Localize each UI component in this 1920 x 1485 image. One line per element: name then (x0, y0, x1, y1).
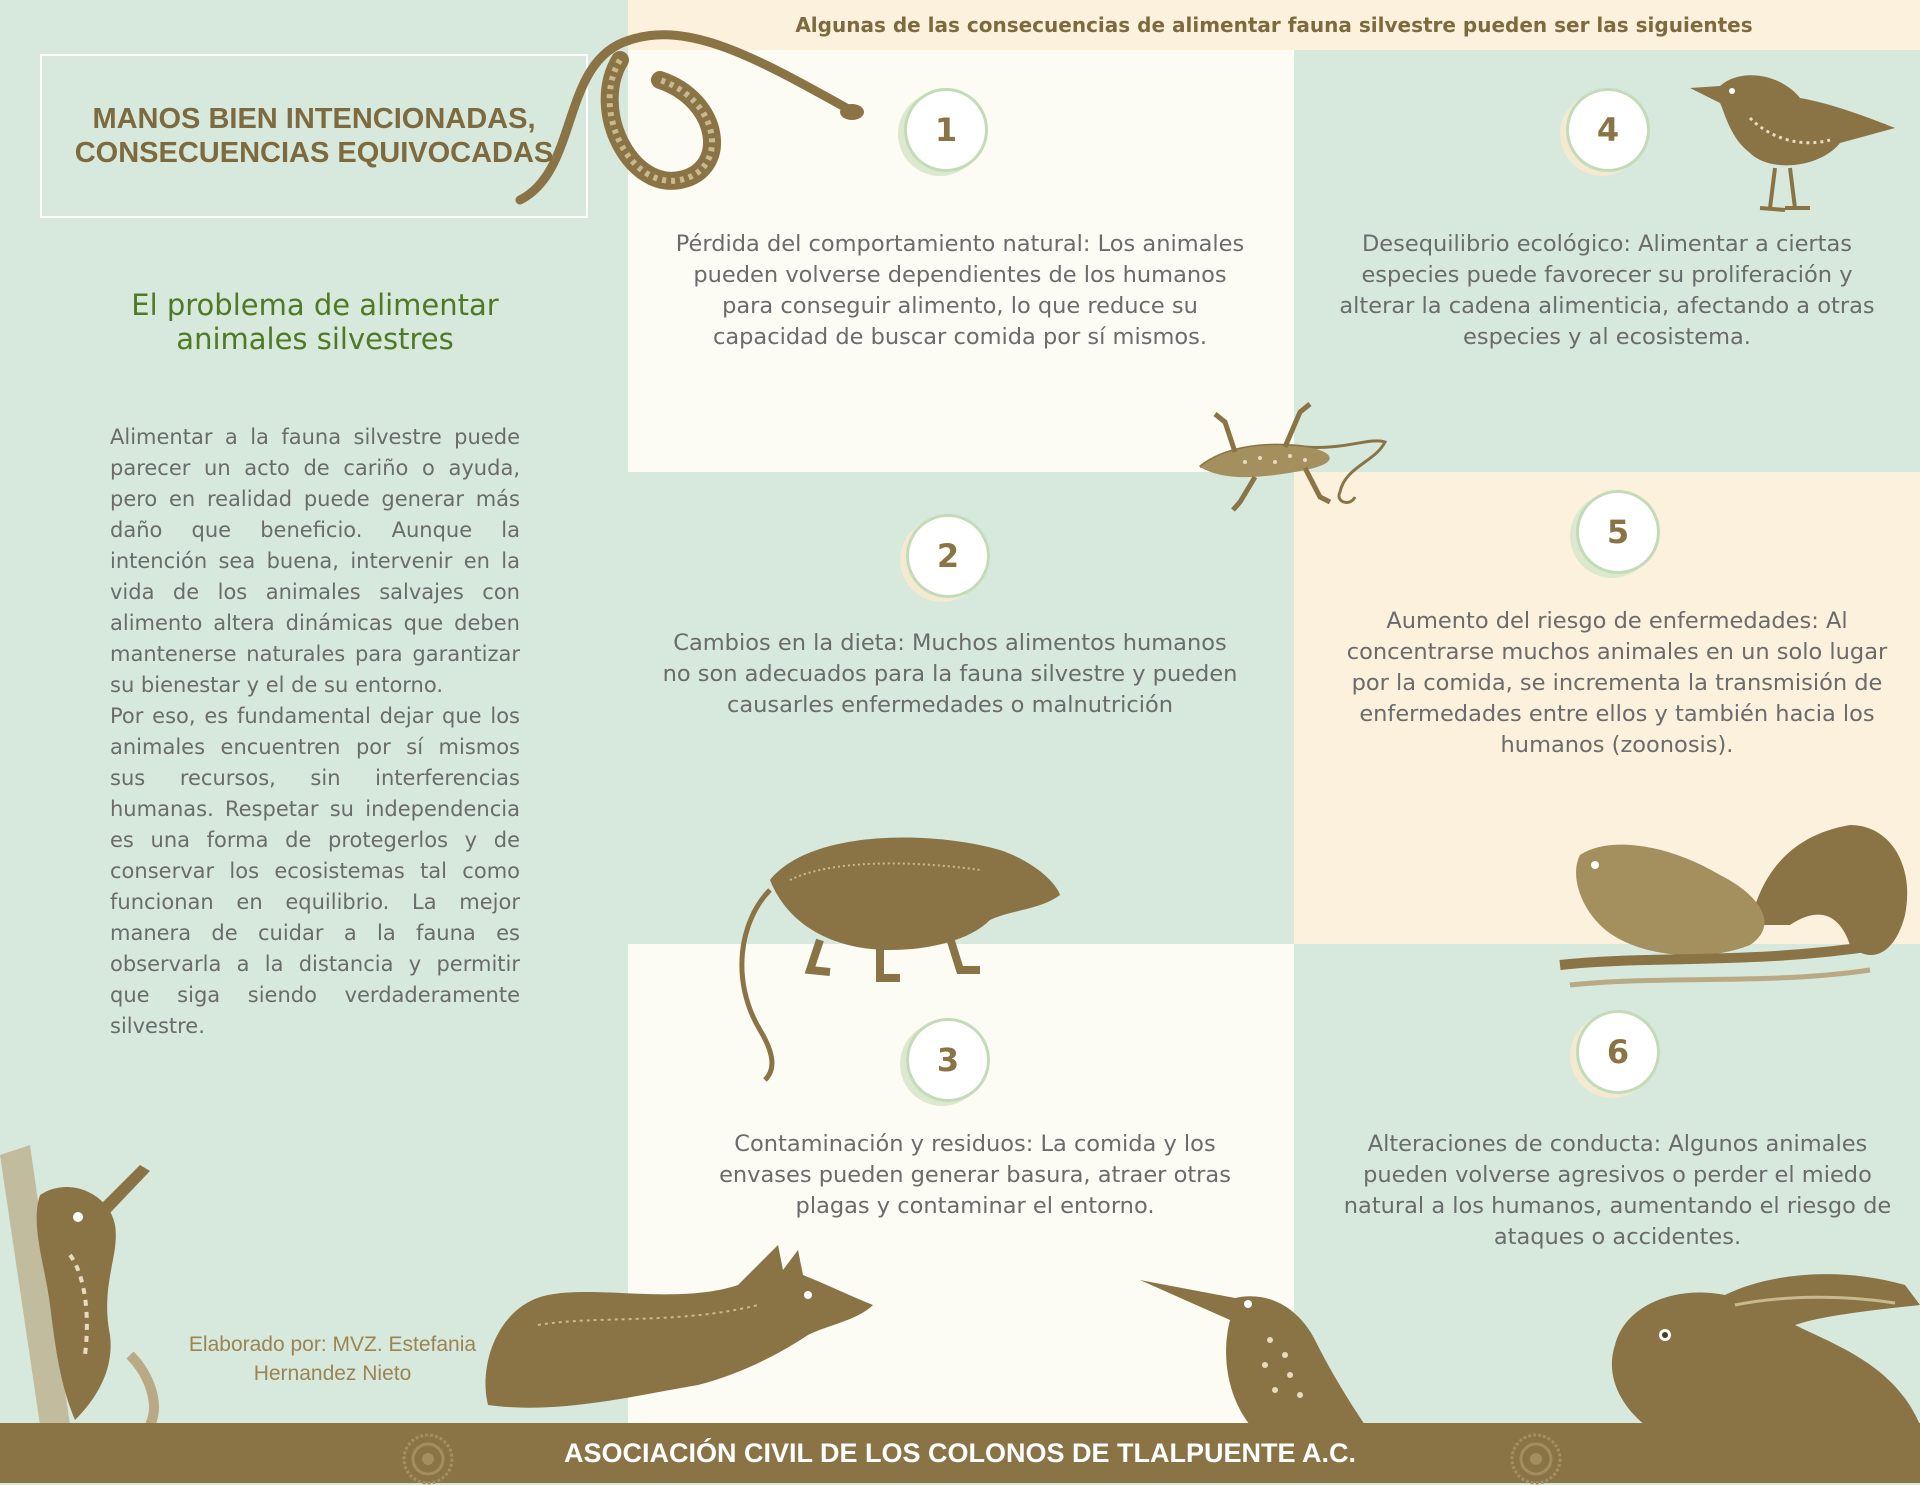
fox-illustration (478, 1245, 878, 1425)
section-subtitle: El problema de alimentar animales silvestres (131, 288, 499, 356)
number-badge-2: 2 (906, 514, 990, 598)
footer-org-name: ASOCIACIÓN CIVIL DE LOS COLONOS DE TLALPUENTE A.C. (0, 1423, 1920, 1483)
consequence-text-6: Alteraciones de conducta: Algunos animales pueden volverse agresivos o perder el miedo natural a los humanos, aumentando el riesgo de ataques o accidentes. (1343, 1131, 1892, 1250)
author-credit: Elaborado por: MVZ. Estefania Hernandez Nieto (188, 1333, 477, 1385)
opossum-illustration (730, 810, 1060, 1080)
consequence-text-2: Cambios en la dieta: Muchos alimentos humanos no son adecuados para la fauna silvestre y pueden causarles enfermedades o malnutrición (662, 630, 1238, 718)
flicker-illustration (1140, 1270, 1370, 1425)
consequence-text-5: Aumento del riesgo de enfermedades: Al concentrarse muchos animales en un solo lugar por la comida, se incrementa la transmisión de enfermedades entre ellos y también hacia los humanos (zoonosis). (1346, 608, 1888, 758)
snake-illustration (500, 20, 880, 220)
number-badge-3: 3 (906, 1018, 990, 1102)
seal-icon (402, 1433, 454, 1485)
intro-paragraph: Alimentar a la fauna silvestre puede parecer un acto de cariño o ayuda, pero en realidad puede generar más daño que beneficio. Aunque la intención sea buena, intervenir en la vida de los animales salvajes con alimento altera dinámicas que deben mantenerse naturales para garantizar su bienestar y el de su entorno. Por eso, es fundamental dejar que los animales encuentren por sí mismos sus recursos, sin interferencias humanas. Respetar su independencia es una forma de protegerlos y de conservar los ecosistemas tal como funcionan en equilibrio. La mejor manera de cuidar a la fauna es observarla a la distancia y permitir que siga siendo verdaderamente silvestre. (110, 425, 520, 1038)
rabbit-illustration (1605, 1265, 1920, 1425)
page-title: MANOS BIEN INTENCIONADAS, CONSECUENCIAS EQUIVOCADAS (74, 103, 554, 169)
consequence-text-4: Desequilibrio ecológico: Alimentar a ciertas especies puede favorecer su proliferación y alterar la cadena alimenticia, afectando a otras especies y al ecosistema. (1339, 231, 1875, 350)
gecko-illustration (1195, 392, 1395, 517)
number-badge-5: 5 (1576, 490, 1660, 574)
number-badge-1: 1 (904, 88, 988, 172)
squirrel-illustration (1550, 815, 1910, 995)
consequence-text-1: Pérdida del comportamiento natural: Los animales pueden volverse dependientes de los humanos para conseguir alimento, lo que reduce su capacidad de buscar comida por sí mismos. (675, 231, 1245, 350)
header-banner: Algunas de las consecuencias de alimentar fauna silvestre pueden ser las siguientes (628, 0, 1920, 50)
bird-illustration (1680, 58, 1900, 223)
number-badge-6: 6 (1576, 1010, 1660, 1094)
seal-icon (1510, 1433, 1562, 1485)
consequence-text-3: Contaminación y residuos: La comida y los envases pueden generar basura, atraer otras plagas y contaminar el entorno. (719, 1131, 1231, 1219)
number-badge-4: 4 (1566, 88, 1650, 172)
